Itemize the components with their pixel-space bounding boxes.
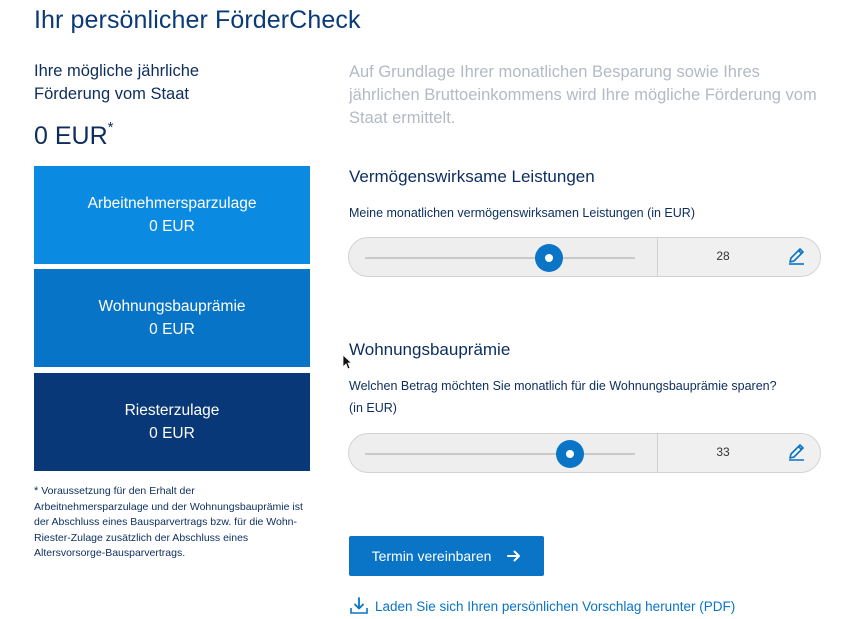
- appointment-button[interactable]: [349, 536, 544, 576]
- tile-wohnungsbaupraemie: [34, 269, 310, 367]
- footnote-marker: *: [107, 119, 114, 136]
- slider-handle[interactable]: [535, 244, 563, 272]
- wbp-slider[interactable]: [348, 433, 821, 473]
- download-icon: [349, 597, 369, 615]
- subsidy-heading: Ihre mögliche jährliche Förderung vom Staat: [34, 62, 200, 103]
- tile-label: Arbeitnehmersparzulage: [87, 195, 257, 212]
- arrow-right-icon: [507, 549, 521, 563]
- vl-slider[interactable]: [348, 237, 821, 277]
- wbp-value-field[interactable]: 33: [716, 445, 730, 459]
- wbp-section-label: Welchen Betrag möchten Sie monatlich für die Wohnungsbauprämie sparen? (in EUR): [349, 379, 777, 415]
- tile-arbeitnehmersparzulage: [34, 166, 310, 264]
- subsidy-total-amount: 0 EUR: [34, 122, 108, 150]
- subsidy-summary: [34, 60, 310, 151]
- footnote: * Voraussetzung für den Erhalt der Arbeitnehmersparzulage und der Wohnungsbauprämie ist der Abschluss eines Bausparvertrags bzw. für die Wohn-Riester-Zulage zusätzlich der Abschluss eines Altersvorsorge-Bausparvertrags.: [34, 485, 303, 559]
- tile-label: Riesterzulage: [124, 402, 220, 419]
- tile-value: 0 EUR: [149, 321, 195, 338]
- download-link[interactable]: [349, 597, 735, 615]
- slider-handle[interactable]: [556, 440, 584, 468]
- tile-value: 0 EUR: [149, 425, 195, 442]
- slider-track[interactable]: [365, 453, 635, 455]
- tile-value: 0 EUR: [149, 218, 195, 235]
- vl-section-title: Vermögenswirksame Leistungen: [349, 167, 595, 186]
- vl-value-field[interactable]: 28: [716, 249, 730, 263]
- pencil-icon[interactable]: [786, 442, 806, 462]
- page-title: Ihr persönlicher FörderCheck: [34, 6, 361, 34]
- pencil-icon[interactable]: [786, 246, 806, 266]
- appointment-button-label: Termin vereinbaren: [371, 548, 492, 564]
- wbp-section-title: Wohnungsbauprämie: [349, 340, 511, 359]
- mouse-cursor-icon: [342, 354, 352, 370]
- subsidy-total: [34, 119, 310, 151]
- tile-label: Wohnungsbauprämie: [98, 298, 246, 315]
- slider-track[interactable]: [365, 257, 635, 259]
- vl-section-label: Meine monatlichen vermögenswirksamen Leistungen (in EUR): [349, 206, 695, 220]
- intro-text: Auf Grundlage Ihrer monatlichen Besparung sowie Ihres jährlichen Bruttoeinkommens wird Ihre mögliche Förderung vom Staat ermittelt.: [349, 63, 817, 127]
- tile-riesterzulage: [34, 373, 310, 471]
- download-link-label[interactable]: Laden Sie sich Ihren persönlichen Vorschlag herunter (PDF): [375, 598, 736, 614]
